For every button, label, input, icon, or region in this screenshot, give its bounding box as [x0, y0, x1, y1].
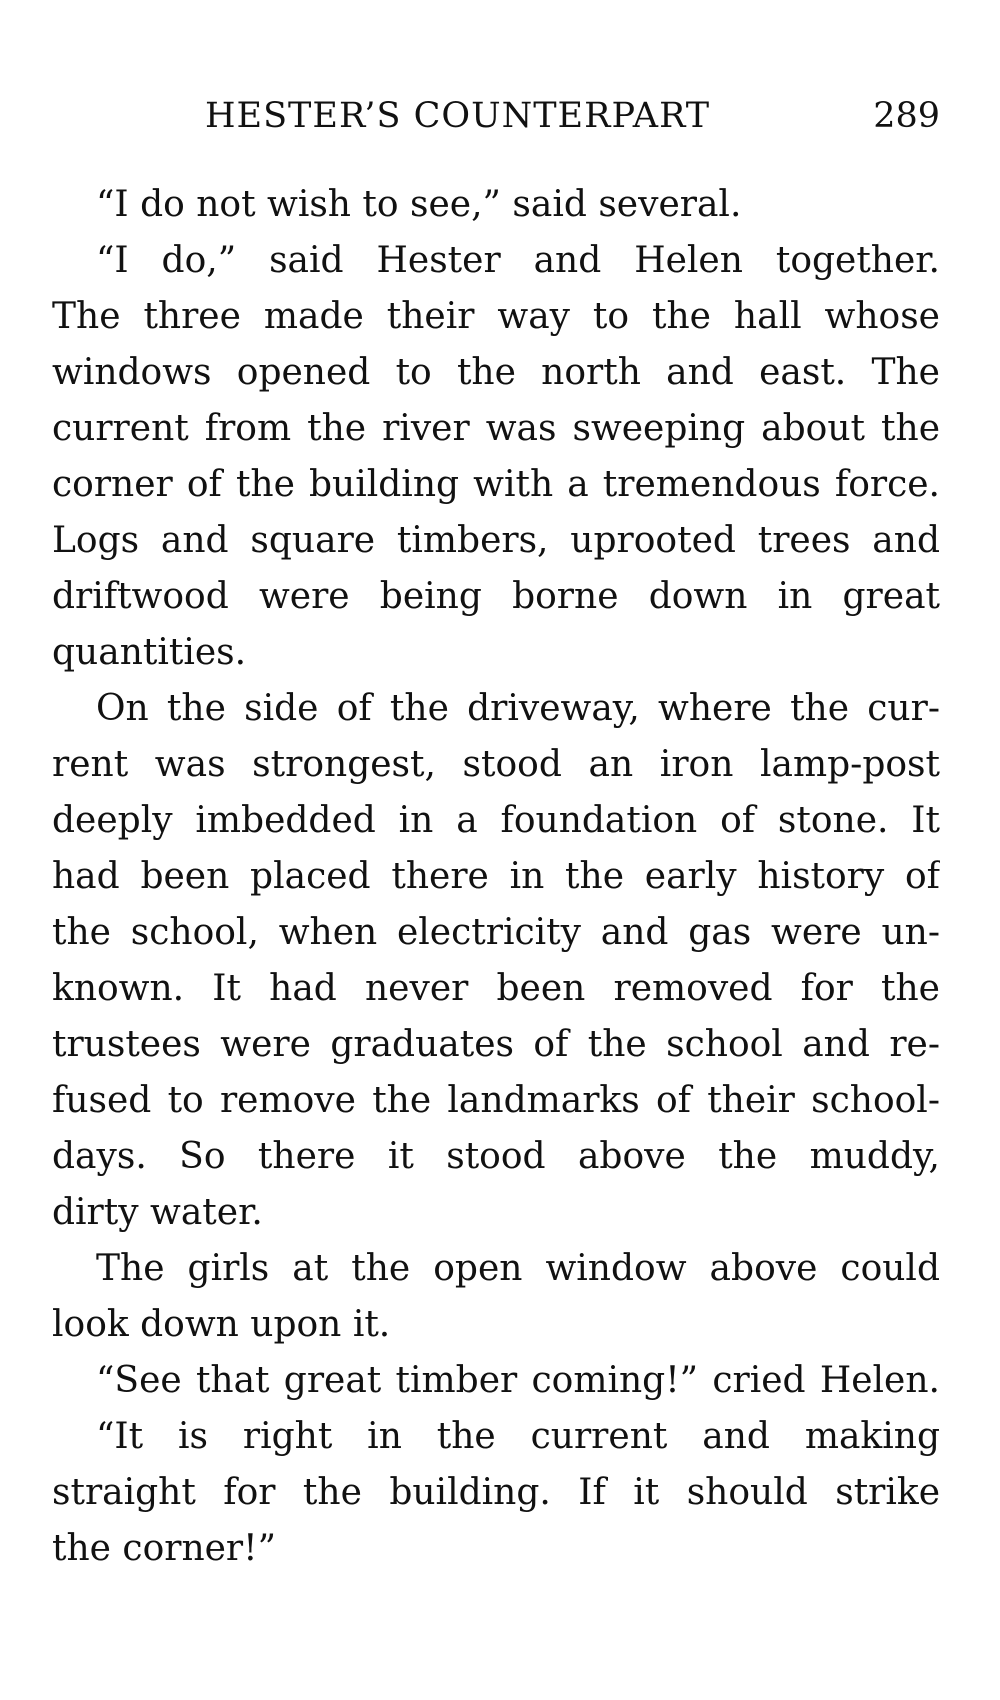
text-line: known. It had never been removed for the: [52, 968, 940, 1009]
text-line: the corner!”: [52, 1528, 277, 1569]
text-line: “It is right in the current and making: [96, 1416, 940, 1457]
text-line: “I do not wish to see,” said several.: [96, 184, 742, 225]
text-line: days. So there it stood above the muddy,: [52, 1136, 940, 1177]
text-line: trustees were graduates of the school and re-: [52, 1024, 940, 1065]
text-line: current from the river was sweeping about the: [52, 408, 940, 449]
text-line: driftwood were being borne down in great: [52, 576, 940, 617]
page-number: 289: [873, 96, 940, 136]
text-line: corner of the building with a tremendous force.: [52, 464, 940, 505]
text-line: look down upon it.: [52, 1304, 391, 1345]
text-line: straight for the building. If it should strike: [52, 1472, 940, 1513]
text-line: fused to remove the landmarks of their school-: [52, 1080, 940, 1121]
text-line: rent was strongest, stood an iron lamp-post: [52, 744, 940, 785]
text-line: windows opened to the north and east. The: [52, 352, 940, 393]
text-line: The three made their way to the hall whose: [52, 296, 940, 337]
text-line: the school, when electricity and gas were un-: [52, 912, 940, 953]
text-line: “I do,” said Hester and Helen together.: [96, 240, 940, 281]
text-line: had been placed there in the early history of: [52, 856, 940, 897]
text-line: Logs and square timbers, uprooted trees and: [52, 520, 940, 561]
text-line: quantities.: [52, 632, 247, 673]
text-line: dirty water.: [52, 1192, 263, 1233]
text-line: On the side of the driveway, where the cur-: [96, 688, 940, 729]
running-head: [205, 96, 940, 146]
running-title: HESTER’S COUNTERPART: [205, 96, 711, 136]
text-line: “See that great timber coming!” cried Helen.: [96, 1360, 940, 1401]
text-line: deeply imbedded in a foundation of stone. It: [52, 800, 940, 841]
text-line: The girls at the open window above could: [96, 1248, 940, 1289]
body-text: [52, 177, 940, 1577]
